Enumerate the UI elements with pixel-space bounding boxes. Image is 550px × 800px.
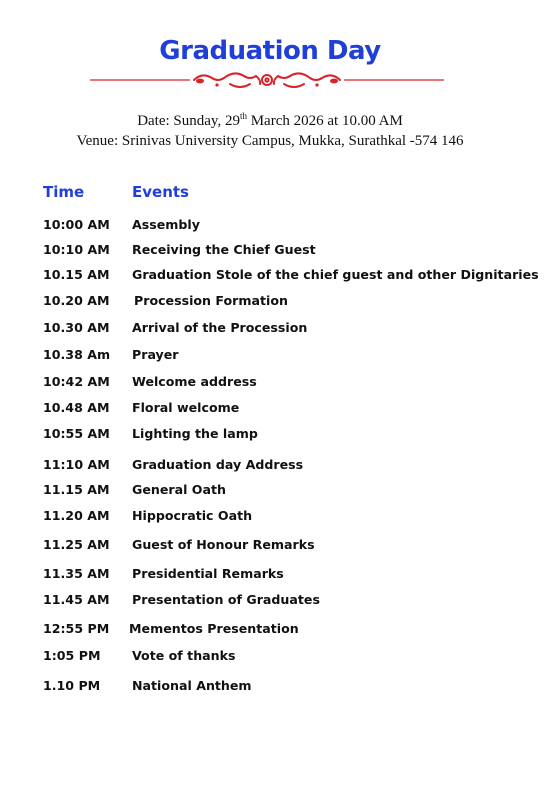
schedule-time: 11.25 AM [43, 537, 110, 552]
schedule-time: 10.48 AM [43, 400, 110, 415]
schedule-row [0, 566, 550, 584]
schedule-time: 10.30 AM [43, 320, 110, 335]
schedule-time: 11:10 AM [43, 457, 110, 472]
time-column-header: Time [43, 183, 85, 201]
date-text: Date: Sunday, 29 [137, 113, 240, 129]
venue-line: Venue: Srinivas University Campus, Mukka, Surathkal -574 146 [76, 133, 464, 149]
schedule-row [0, 217, 550, 235]
schedule-time: 11.35 AM [43, 566, 110, 581]
schedule-row [0, 648, 550, 666]
events-column-header: Events [132, 183, 189, 201]
schedule-time: 10.38 Am [43, 347, 111, 362]
schedule-time: 10:10 AM [43, 242, 110, 257]
schedule-time: 11.45 AM [43, 592, 110, 607]
schedule-event: Mementos Presentation [129, 621, 299, 636]
schedule-time: 10:42 AM [43, 374, 110, 389]
schedule-time: 1.10 PM [43, 678, 101, 693]
schedule-event: General Oath [132, 482, 226, 497]
schedule-row [0, 242, 550, 260]
schedule-event: Presidential Remarks [132, 566, 284, 581]
schedule-event: Lighting the lamp [132, 426, 258, 441]
schedule-event: Graduation Stole of the chief guest and other Dignitaries [132, 267, 539, 282]
schedule-time: 11.20 AM [43, 508, 110, 523]
decorative-divider [90, 66, 444, 94]
schedule-time: 10.20 AM [43, 293, 110, 308]
schedule-row [0, 374, 550, 392]
schedule-event: Graduation day Address [132, 457, 304, 472]
schedule-row [0, 293, 550, 311]
schedule-event: Vote of thanks [132, 648, 236, 663]
schedule-time: 12:55 PM [43, 621, 110, 636]
date-ordinal: th [239, 111, 247, 121]
schedule-row [0, 426, 550, 444]
schedule-time: 1:05 PM [43, 648, 101, 663]
schedule-event: Hippocratic Oath [132, 508, 253, 523]
schedule-row [0, 320, 550, 338]
schedule-event: Welcome address [132, 374, 257, 389]
schedule-event: Assembly [132, 217, 200, 232]
schedule-time: 11.15 AM [43, 482, 110, 497]
schedule-event: Presentation of Graduates [132, 592, 320, 607]
schedule-time: 10:00 AM [43, 217, 110, 232]
schedule-time: 10.15 AM [43, 267, 110, 282]
schedule-event: Arrival of the Procession [132, 320, 308, 335]
schedule-time: 10:55 AM [43, 426, 110, 441]
date-line [0, 113, 540, 130]
schedule-event: Prayer [132, 347, 179, 362]
date-time-text: March 2026 at 10.00 AM [246, 113, 403, 129]
schedule-row [0, 592, 550, 610]
schedule-row [0, 457, 550, 475]
schedule-row [0, 267, 550, 285]
schedule-row [0, 678, 550, 696]
schedule-event: Receiving the Chief Guest [132, 242, 316, 257]
schedule-row [0, 482, 550, 500]
schedule-row [0, 400, 550, 418]
schedule-event: Floral welcome [132, 400, 240, 415]
schedule-row [0, 621, 550, 639]
schedule-event: Guest of Honour Remarks [132, 537, 315, 552]
schedule-row [0, 347, 550, 365]
page-title: Graduation Day [159, 36, 381, 66]
schedule-event: National Anthem [132, 678, 252, 693]
schedule-row [0, 508, 550, 526]
schedule-event: Procession Formation [134, 293, 288, 308]
schedule-row [0, 537, 550, 555]
